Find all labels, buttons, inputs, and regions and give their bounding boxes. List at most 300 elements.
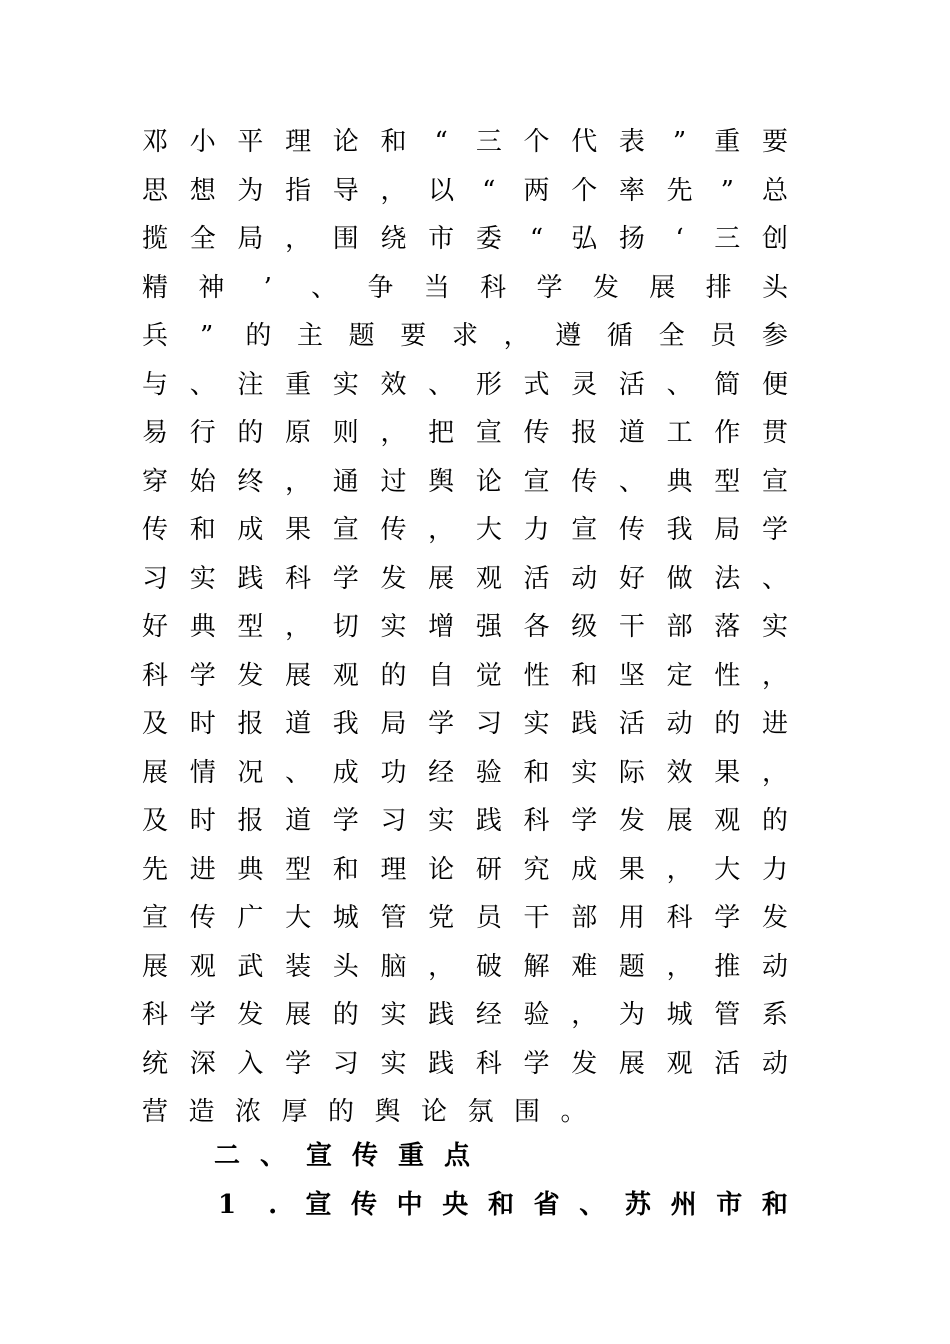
glyph: ， <box>761 757 788 788</box>
paragraph-line <box>142 1040 788 1089</box>
glyph: 排 <box>705 272 732 303</box>
glyph: 宣 <box>523 466 550 497</box>
glyph: 验 <box>475 757 502 788</box>
glyph: 力 <box>761 854 788 885</box>
glyph: 实 <box>380 612 407 642</box>
glyph: 典 <box>237 854 264 885</box>
glyph: 宣 <box>305 1190 332 1220</box>
glyph: 争 <box>367 272 394 303</box>
glyph: 学 <box>571 806 598 836</box>
glyph: 点 <box>444 1141 471 1171</box>
glyph: 灵 <box>571 369 598 400</box>
glyph: 习 <box>142 563 169 594</box>
glyph: 进 <box>761 709 788 739</box>
glyph: 宣 <box>142 903 169 933</box>
glyph: 重 <box>714 127 741 157</box>
glyph: ， <box>503 321 530 351</box>
glyph: 先 <box>142 854 169 885</box>
glyph: 、 <box>579 1190 606 1220</box>
glyph: 参 <box>761 321 788 351</box>
glyph: 员 <box>710 321 737 351</box>
glyph: 传 <box>352 1141 379 1171</box>
glyph: 个 <box>523 127 550 157</box>
glyph: 苏 <box>624 1190 651 1220</box>
glyph: 展 <box>285 660 312 691</box>
glyph: 、 <box>285 757 312 788</box>
glyph: 干 <box>523 903 550 933</box>
glyph: 过 <box>380 466 407 497</box>
glyph: 论 <box>475 466 502 497</box>
glyph: ， <box>428 951 455 982</box>
glyph: ， <box>380 418 407 448</box>
glyph: 展 <box>649 272 676 303</box>
glyph: 行 <box>189 418 216 448</box>
glyph: 的 <box>332 1000 359 1030</box>
glyph: 入 <box>237 1048 264 1079</box>
glyph: 力 <box>523 515 550 545</box>
glyph: 传 <box>380 515 407 545</box>
glyph: 揽 <box>142 224 169 254</box>
glyph: 注 <box>237 369 264 400</box>
glyph: 为 <box>618 1000 645 1030</box>
glyph: 平 <box>237 127 264 157</box>
glyph: 州 <box>670 1190 697 1220</box>
glyph: 系 <box>761 1000 788 1030</box>
glyph: 果 <box>285 515 312 545</box>
paragraph-line <box>142 846 788 895</box>
glyph: 和 <box>761 1190 788 1220</box>
glyph: 展 <box>618 1048 645 1079</box>
glyph: 论 <box>428 854 455 885</box>
glyph: 学 <box>332 806 359 836</box>
paragraph-line <box>142 458 788 507</box>
glyph: 级 <box>571 612 598 642</box>
paragraph-line <box>142 555 788 604</box>
paragraph-line <box>142 264 788 313</box>
glyph: 学 <box>523 1048 550 1079</box>
glyph: “ <box>482 175 496 206</box>
glyph: 中 <box>396 1190 423 1220</box>
glyph: 科 <box>523 806 550 836</box>
paragraph-line <box>142 506 788 555</box>
glyph: 头 <box>332 951 359 982</box>
glyph: 局 <box>714 515 741 545</box>
glyph: 用 <box>618 903 645 933</box>
glyph: 始 <box>189 466 216 497</box>
glyph: 活 <box>618 369 645 400</box>
glyph: 大 <box>285 903 312 933</box>
paragraph-line <box>142 118 788 167</box>
paragraph-line <box>142 894 788 943</box>
glyph: 发 <box>380 563 407 594</box>
glyph: 造 <box>188 1097 215 1127</box>
glyph: 绕 <box>380 224 407 254</box>
glyph: 觉 <box>475 660 502 691</box>
glyph: 效 <box>666 757 693 788</box>
glyph: 要 <box>761 127 788 157</box>
paragraph-line <box>142 167 788 216</box>
glyph: 贯 <box>761 418 788 448</box>
glyph: 研 <box>475 854 502 885</box>
glyph: 脑 <box>380 951 407 982</box>
body-paragraph <box>142 118 788 1137</box>
glyph: 果 <box>618 854 645 885</box>
glyph: 功 <box>380 757 407 788</box>
glyph: 表 <box>618 127 645 157</box>
glyph: 经 <box>475 1000 502 1030</box>
glyph: . <box>268 1190 278 1220</box>
glyph: 强 <box>475 612 502 642</box>
glyph: ， <box>285 612 312 642</box>
glyph: 习 <box>475 709 502 739</box>
glyph: 展 <box>142 757 169 788</box>
glyph: 局 <box>237 224 264 254</box>
glyph: 、 <box>260 1141 287 1171</box>
glyph: 道 <box>285 709 312 739</box>
glyph: 观 <box>332 660 359 691</box>
glyph: 管 <box>714 1000 741 1030</box>
glyph: 邓 <box>142 127 169 157</box>
glyph: 好 <box>618 563 645 594</box>
glyph: 破 <box>475 951 502 982</box>
glyph: 践 <box>428 1000 455 1030</box>
glyph: 推 <box>714 951 741 982</box>
paragraph-line <box>142 652 788 701</box>
paragraph-line <box>142 215 788 264</box>
glyph: 观 <box>666 1048 693 1079</box>
glyph: 扬 <box>618 224 645 254</box>
glyph: 重 <box>285 369 312 400</box>
glyph: 率 <box>618 175 645 206</box>
glyph: 学 <box>189 660 216 691</box>
glyph: 1 <box>217 1190 237 1220</box>
glyph: 指 <box>285 175 312 206</box>
glyph: 定 <box>666 660 693 691</box>
glyph: 思 <box>142 175 169 206</box>
glyph: 展 <box>285 1000 312 1030</box>
glyph: 科 <box>480 272 507 303</box>
glyph: 全 <box>189 224 216 254</box>
glyph: 先 <box>666 175 693 206</box>
glyph: 动 <box>761 1048 788 1079</box>
glyph: 学 <box>761 515 788 545</box>
glyph: 武 <box>237 951 264 982</box>
glyph: ‘ <box>675 224 684 254</box>
glyph: 理 <box>380 854 407 885</box>
glyph: 科 <box>142 660 169 691</box>
glyph: 舆 <box>374 1097 401 1127</box>
glyph: 小 <box>189 127 216 157</box>
glyph: 要 <box>400 321 427 351</box>
glyph: 、 <box>666 369 693 400</box>
glyph: 央 <box>442 1190 469 1220</box>
glyph: 个 <box>571 175 598 206</box>
glyph: 动 <box>666 709 693 739</box>
glyph: 典 <box>189 612 216 642</box>
glyph: 以 <box>428 175 455 206</box>
glyph: 广 <box>237 903 264 933</box>
glyph: 导 <box>332 175 359 206</box>
glyph: 神 <box>198 272 225 303</box>
glyph: 统 <box>142 1048 169 1079</box>
glyph: 党 <box>428 903 455 933</box>
glyph: 大 <box>475 515 502 545</box>
glyph: 深 <box>189 1048 216 1079</box>
glyph: 科 <box>666 903 693 933</box>
glyph: 性 <box>523 660 550 691</box>
glyph: “ <box>529 224 544 254</box>
glyph: “ <box>434 127 448 157</box>
glyph: ， <box>666 854 693 885</box>
glyph: ， <box>285 466 312 497</box>
glyph: ， <box>761 660 788 691</box>
subsection-heading <box>214 1181 788 1229</box>
glyph: 简 <box>714 369 741 400</box>
paragraph-line <box>142 409 788 458</box>
glyph: ， <box>428 515 455 545</box>
glyph: 穿 <box>142 466 169 497</box>
glyph: ” <box>672 127 687 157</box>
glyph: 典 <box>666 466 693 497</box>
glyph: 省 <box>533 1190 560 1220</box>
glyph: 各 <box>523 612 550 642</box>
glyph: 宣 <box>571 515 598 545</box>
glyph: ， <box>666 951 693 982</box>
glyph: 和 <box>523 757 550 788</box>
glyph: 落 <box>714 612 741 642</box>
glyph: 理 <box>285 127 312 157</box>
glyph: 城 <box>332 903 359 933</box>
glyph: 经 <box>428 757 455 788</box>
glyph: 情 <box>189 757 216 788</box>
glyph: 委 <box>475 224 502 254</box>
glyph: 全 <box>658 321 685 351</box>
glyph: 发 <box>237 660 264 691</box>
glyph: 宣 <box>475 418 502 448</box>
glyph: 学 <box>285 1048 312 1079</box>
glyph: 传 <box>189 903 216 933</box>
glyph: ’ <box>263 272 272 303</box>
glyph: 兵 <box>142 321 169 351</box>
glyph: 发 <box>237 1000 264 1030</box>
glyph: 成 <box>332 757 359 788</box>
paragraph-line <box>142 700 788 749</box>
paragraph-line <box>142 943 788 992</box>
glyph: 及 <box>142 709 169 739</box>
glyph: 实 <box>523 709 550 739</box>
glyph: 部 <box>666 612 693 642</box>
glyph: 精 <box>142 272 169 303</box>
glyph: 为 <box>237 175 264 206</box>
glyph: 报 <box>237 709 264 739</box>
glyph: 市 <box>428 224 455 254</box>
glyph: 的 <box>380 660 407 691</box>
glyph: ” <box>720 175 734 206</box>
glyph: 活 <box>618 709 645 739</box>
glyph: 实 <box>761 612 788 642</box>
glyph: ” <box>200 321 214 351</box>
glyph: 求 <box>451 321 478 351</box>
glyph: 论 <box>332 127 359 157</box>
glyph: 科 <box>285 563 312 594</box>
glyph: 当 <box>423 272 450 303</box>
glyph: 自 <box>428 660 455 691</box>
glyph: 题 <box>618 951 645 982</box>
glyph: 动 <box>761 951 788 982</box>
glyph: 作 <box>714 418 741 448</box>
glyph: 果 <box>714 757 741 788</box>
glyph: 验 <box>523 1000 550 1030</box>
glyph: 营 <box>142 1097 169 1127</box>
glyph: 管 <box>380 903 407 933</box>
glyph: 科 <box>142 1000 169 1030</box>
glyph: 和 <box>189 515 216 545</box>
glyph: 便 <box>761 369 788 400</box>
glyph: 学 <box>332 563 359 594</box>
glyph: 学 <box>714 903 741 933</box>
glyph: 弘 <box>571 224 598 254</box>
paragraph-line <box>142 603 788 652</box>
glyph: 二 <box>214 1141 241 1171</box>
glyph: ， <box>380 175 407 206</box>
glyph: 型 <box>714 466 741 497</box>
glyph: 科 <box>475 1048 502 1079</box>
glyph: 际 <box>618 757 645 788</box>
glyph: 的 <box>237 418 264 448</box>
glyph: 与 <box>142 369 169 400</box>
glyph: 主 <box>296 321 323 351</box>
glyph: 、 <box>618 466 645 497</box>
glyph: 和 <box>332 854 359 885</box>
glyph: 论 <box>421 1097 448 1127</box>
glyph: 切 <box>332 612 359 642</box>
glyph: 践 <box>475 806 502 836</box>
glyph: 重 <box>398 1141 425 1171</box>
glyph: 我 <box>666 515 693 545</box>
glyph: 报 <box>237 806 264 836</box>
glyph: 易 <box>142 418 169 448</box>
glyph: 解 <box>523 951 550 982</box>
glyph: 传 <box>523 418 550 448</box>
glyph: 发 <box>761 903 788 933</box>
glyph: 展 <box>666 806 693 836</box>
glyph: 观 <box>189 951 216 982</box>
glyph: 法 <box>714 563 741 594</box>
glyph: 三 <box>475 127 502 157</box>
glyph: 效 <box>380 369 407 400</box>
glyph: 进 <box>189 854 216 885</box>
glyph: 循 <box>606 321 633 351</box>
glyph: 终 <box>237 466 264 497</box>
glyph: 报 <box>571 418 598 448</box>
glyph: 通 <box>332 466 359 497</box>
glyph: 成 <box>237 515 264 545</box>
glyph: 展 <box>428 563 455 594</box>
paragraph-line <box>142 312 788 361</box>
glyph: 装 <box>285 951 312 982</box>
glyph: 、 <box>428 369 455 400</box>
glyph: 活 <box>523 563 550 594</box>
glyph: 则 <box>332 418 359 448</box>
glyph: 学 <box>536 272 563 303</box>
glyph: 宣 <box>332 515 359 545</box>
glyph: 展 <box>142 951 169 982</box>
glyph: 道 <box>618 418 645 448</box>
glyph: 题 <box>348 321 375 351</box>
glyph: 舆 <box>428 466 455 497</box>
glyph: 实 <box>380 1048 407 1079</box>
glyph: 成 <box>571 854 598 885</box>
glyph: 发 <box>571 1048 598 1079</box>
paragraph-line <box>142 991 788 1040</box>
glyph: 践 <box>237 563 264 594</box>
section-heading <box>214 1132 490 1180</box>
glyph: 城 <box>666 1000 693 1030</box>
glyph: 浓 <box>235 1097 262 1127</box>
glyph: 道 <box>285 806 312 836</box>
glyph: ， <box>571 1000 598 1030</box>
glyph: 和 <box>487 1190 514 1220</box>
glyph: 的 <box>245 321 272 351</box>
glyph: 时 <box>189 709 216 739</box>
paragraph-line <box>142 361 788 410</box>
glyph: 传 <box>571 466 598 497</box>
glyph: 活 <box>714 1048 741 1079</box>
glyph: 传 <box>142 515 169 545</box>
glyph: 氛 <box>467 1097 494 1127</box>
glyph: 市 <box>716 1190 743 1220</box>
glyph: 头 <box>761 272 788 303</box>
glyph: 和 <box>571 660 598 691</box>
glyph: 围 <box>514 1097 541 1127</box>
glyph: 学 <box>189 1000 216 1030</box>
glyph: 观 <box>714 806 741 836</box>
glyph: 。 <box>560 1097 587 1127</box>
glyph: 做 <box>666 563 693 594</box>
glyph: 坚 <box>618 660 645 691</box>
glyph: 发 <box>618 806 645 836</box>
glyph: 大 <box>714 854 741 885</box>
glyph: 厚 <box>281 1097 308 1127</box>
glyph: 干 <box>618 612 645 642</box>
glyph: 践 <box>571 709 598 739</box>
glyph: 传 <box>618 515 645 545</box>
glyph: 三 <box>714 224 741 254</box>
paragraph-line <box>142 749 788 798</box>
glyph: 、 <box>189 369 216 400</box>
glyph: 、 <box>761 563 788 594</box>
glyph: 习 <box>332 1048 359 1079</box>
glyph: 难 <box>571 951 598 982</box>
glyph: 局 <box>380 709 407 739</box>
glyph: 实 <box>571 757 598 788</box>
glyph: 性 <box>714 660 741 691</box>
glyph: 学 <box>428 709 455 739</box>
glyph: 型 <box>237 612 264 642</box>
glyph: 和 <box>380 127 407 157</box>
glyph: 想 <box>189 175 216 206</box>
glyph: 及 <box>142 806 169 836</box>
glyph: 究 <box>523 854 550 885</box>
glyph: 我 <box>332 709 359 739</box>
glyph: 宣 <box>761 466 788 497</box>
glyph: 好 <box>142 612 169 642</box>
glyph: 形 <box>475 369 502 400</box>
paragraph-line <box>142 1088 788 1137</box>
glyph: 传 <box>350 1190 377 1220</box>
glyph: 两 <box>523 175 550 206</box>
glyph: 实 <box>428 806 455 836</box>
